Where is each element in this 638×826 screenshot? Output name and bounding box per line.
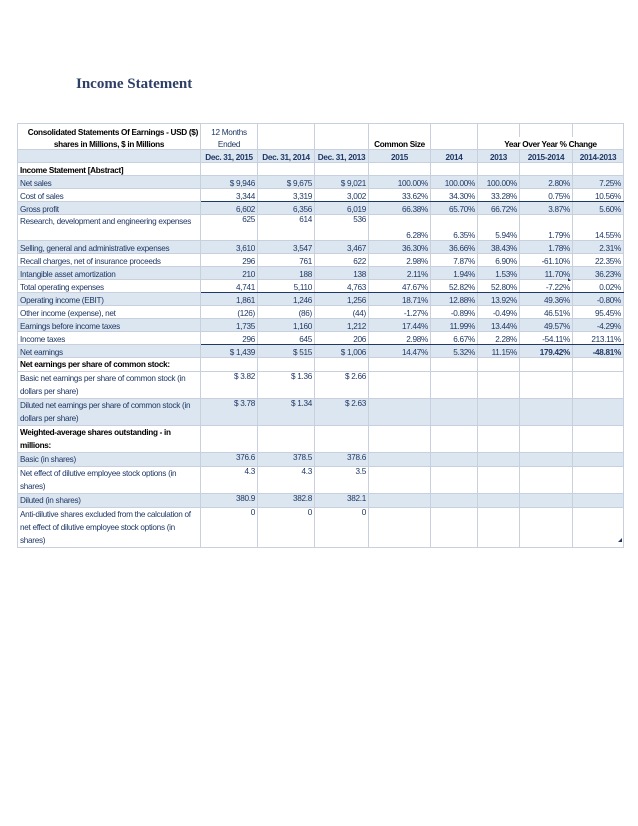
table-row [18,399,624,426]
row-value: 1,212 [315,319,369,332]
table-row [18,202,624,215]
row-label: Cost of sales [18,189,201,202]
row-value: 11.15% [478,345,520,358]
header-yoy: Year Over Year % Change [478,137,624,150]
row-label: Income taxes [18,332,201,345]
row-value: 6.35% [431,215,478,241]
row-value: 3,344 [201,189,258,202]
section-label: Net earnings per share of common stock: [18,358,201,372]
row-value: 7.87% [431,254,478,267]
row-value: (126) [201,306,258,319]
row-value: 1.53% [478,267,520,280]
col-header: Dec. 31, 2013 [315,150,369,163]
row-value: -48.81% [573,345,624,358]
row-value: 33.28% [478,189,520,202]
row-value: $ 3.82 [201,372,258,399]
row-label: Earnings before income taxes [18,319,201,332]
row-value: 49.57% [520,319,573,332]
row-label: Basic net earnings per share of common stock (in dollars per share) [18,372,201,399]
row-value: -54.11% [520,332,573,345]
row-value: 14.55% [573,215,624,241]
row-value: 1,861 [201,293,258,306]
row-label: Basic (in shares) [18,453,201,467]
row-value: 376.6 [201,453,258,467]
table-row [18,176,624,189]
row-value: 296 [201,332,258,345]
row-value: 4,763 [315,280,369,293]
col-header: 2015-2014 [520,150,573,163]
table-row [18,215,624,241]
row-value: 6.67% [431,332,478,345]
header-label-line1: Consolidated Statements Of Earnings - USD ($) [18,124,201,137]
col-header: 2014-2013 [573,150,624,163]
row-value: (86) [258,306,315,319]
row-value: $ 2.66 [315,372,369,399]
table-row [18,508,624,548]
row-value: 34.30% [431,189,478,202]
row-value: -61.10% [520,254,573,267]
row-value: 12.88% [431,293,478,306]
row-value: 1,160 [258,319,315,332]
col-header: Dec. 31, 2014 [258,150,315,163]
row-value: 2.31% [573,241,624,254]
row-value: 380.9 [201,494,258,508]
row-value: 188 [258,267,315,280]
row-value: 0 [201,508,258,548]
row-value: 5.94% [478,215,520,241]
row-value: 6,356 [258,202,315,215]
row-value: $ 9,675 [258,176,315,189]
row-value: 4.3 [201,467,258,494]
row-value: 2.11% [369,267,431,280]
row-value: 4.3 [258,467,315,494]
row-value: $ 3.78 [201,399,258,426]
row-value: 378.5 [258,453,315,467]
row-value: 0 [315,508,369,548]
row-value: 645 [258,332,315,345]
row-value: 10.56% [573,189,624,202]
row-value: 378.6 [315,453,369,467]
table-row [18,467,624,494]
row-label: Operating income (EBIT) [18,293,201,306]
row-label: Net effect of dilutive employee stock options (in shares) [18,467,201,494]
row-value: 1.78% [520,241,573,254]
row-value: 6.28% [369,215,431,241]
row-value: 210 [201,267,258,280]
table-row [18,267,624,280]
row-value: 46.51% [520,306,573,319]
row-value: 382.1 [315,494,369,508]
row-label: Gross profit [18,202,201,215]
row-value: $ 515 [258,345,315,358]
row-value: 296 [201,254,258,267]
row-value: -7.22% [520,280,573,293]
table-row [18,293,624,306]
row-label: Total operating expenses [18,280,201,293]
table-row [18,241,624,254]
row-value: 13.92% [478,293,520,306]
row-value: 47.67% [369,280,431,293]
col-header: 2014 [431,150,478,163]
header-months: 12 Months [201,124,258,137]
row-value: 36.66% [431,241,478,254]
section-label: Weighted-average shares outstanding - in millions: [18,426,201,453]
table-row [18,306,624,319]
row-value: 206 [315,332,369,345]
header-common-size: Common Size [369,137,431,150]
row-value: 38.43% [478,241,520,254]
row-label: Intangible asset amortization [18,267,201,280]
row-value: 622 [315,254,369,267]
row-value: 22.35% [573,254,624,267]
row-label: Selling, general and administrative expenses [18,241,201,254]
row-value: $ 1,439 [201,345,258,358]
table-row [18,280,624,293]
table-row [18,254,624,267]
table-row [18,494,624,508]
row-value: 179.42% [520,345,573,358]
row-value: 1.94% [431,267,478,280]
row-value: 13.44% [478,319,520,332]
row-value: 5.60% [573,202,624,215]
row-value: 1,256 [315,293,369,306]
row-value: 36.30% [369,241,431,254]
row-value: 11.99% [431,319,478,332]
row-value: 3,610 [201,241,258,254]
row-value: 6,602 [201,202,258,215]
section-row [18,426,624,453]
section-row [18,358,624,372]
row-value: -0.80% [573,293,624,306]
row-value: -4.29% [573,319,624,332]
row-label: Net earnings [18,345,201,358]
table-row [18,319,624,332]
table-row [18,372,624,399]
col-header: 2015 [369,150,431,163]
row-value: 52.82% [431,280,478,293]
col-header: Dec. 31, 2015 [201,150,258,163]
row-value: 7.25% [573,176,624,189]
row-value: 213.11% [573,332,624,345]
row-value: 14.47% [369,345,431,358]
row-value: 3,002 [315,189,369,202]
row-value: 3,467 [315,241,369,254]
page-title: Income Statement [76,76,193,92]
row-value: 3.87% [520,202,573,215]
row-value: $ 9,021 [315,176,369,189]
table-row [18,189,624,202]
row-label: Diluted net earnings per share of common stock (in dollars per share) [18,399,201,426]
row-value: (44) [315,306,369,319]
row-value: 17.44% [369,319,431,332]
row-value: 3.5 [315,467,369,494]
header-label-line2: shares in Millions, $ in Millions [18,137,201,150]
row-value: 2.80% [520,176,573,189]
row-label: Other income (expense), net [18,306,201,319]
row-value: 138 [315,267,369,280]
row-value: 536 [315,215,369,241]
row-value: $ 2.63 [315,399,369,426]
row-value: 100.00% [369,176,431,189]
row-value: 1,246 [258,293,315,306]
row-value: 1.79% [520,215,573,241]
table-row [18,345,624,358]
row-value: 66.38% [369,202,431,215]
row-value: 0.02% [573,280,624,293]
row-value: 3,547 [258,241,315,254]
row-value: 11.70% [520,267,573,280]
row-value: 1,735 [201,319,258,332]
cell-comment-marker [568,278,571,281]
row-value: 49.36% [520,293,573,306]
row-value: 95.45% [573,306,624,319]
row-value: 5.32% [431,345,478,358]
row-value: 2.98% [369,254,431,267]
row-value: 100.00% [431,176,478,189]
row-value: $ 1.36 [258,372,315,399]
row-value: $ 1.34 [258,399,315,426]
row-value: 0 [258,508,315,548]
row-value: 100.00% [478,176,520,189]
row-value: 761 [258,254,315,267]
row-label: Anti-dilutive shares excluded from the calculation of net effect of dilutive employee stock options (in shares) [18,508,201,548]
row-value: 6.90% [478,254,520,267]
row-value: $ 9,946 [201,176,258,189]
row-value: 52.80% [478,280,520,293]
income-statement-table [17,123,624,548]
table-row [18,453,624,467]
row-value: 5,110 [258,280,315,293]
row-label: Recall charges, net of insurance proceeds [18,254,201,267]
col-header: 2013 [478,150,520,163]
row-value: 0.75% [520,189,573,202]
row-value: 65.70% [431,202,478,215]
row-value: 2.28% [478,332,520,345]
row-value: -0.49% [478,306,520,319]
section-abstract: Income Statement [Abstract] [18,163,201,176]
row-value: 382.8 [258,494,315,508]
row-value: -1.27% [369,306,431,319]
table-resize-corner[interactable] [618,538,622,542]
header-ended: Ended [201,137,258,150]
row-label: Net sales [18,176,201,189]
row-value: 66.72% [478,202,520,215]
row-value: 18.71% [369,293,431,306]
row-value: $ 1,006 [315,345,369,358]
row-value: 36.23% [573,267,624,280]
row-value: 3,319 [258,189,315,202]
row-value: 33.62% [369,189,431,202]
row-value: 614 [258,215,315,241]
row-value: 2.98% [369,332,431,345]
row-label: Diluted (in shares) [18,494,201,508]
row-value: -0.89% [431,306,478,319]
table-row [18,332,624,345]
row-label: Research, development and engineering expenses [18,215,201,241]
row-value: 625 [201,215,258,241]
row-value: 6,019 [315,202,369,215]
row-value: 4,741 [201,280,258,293]
